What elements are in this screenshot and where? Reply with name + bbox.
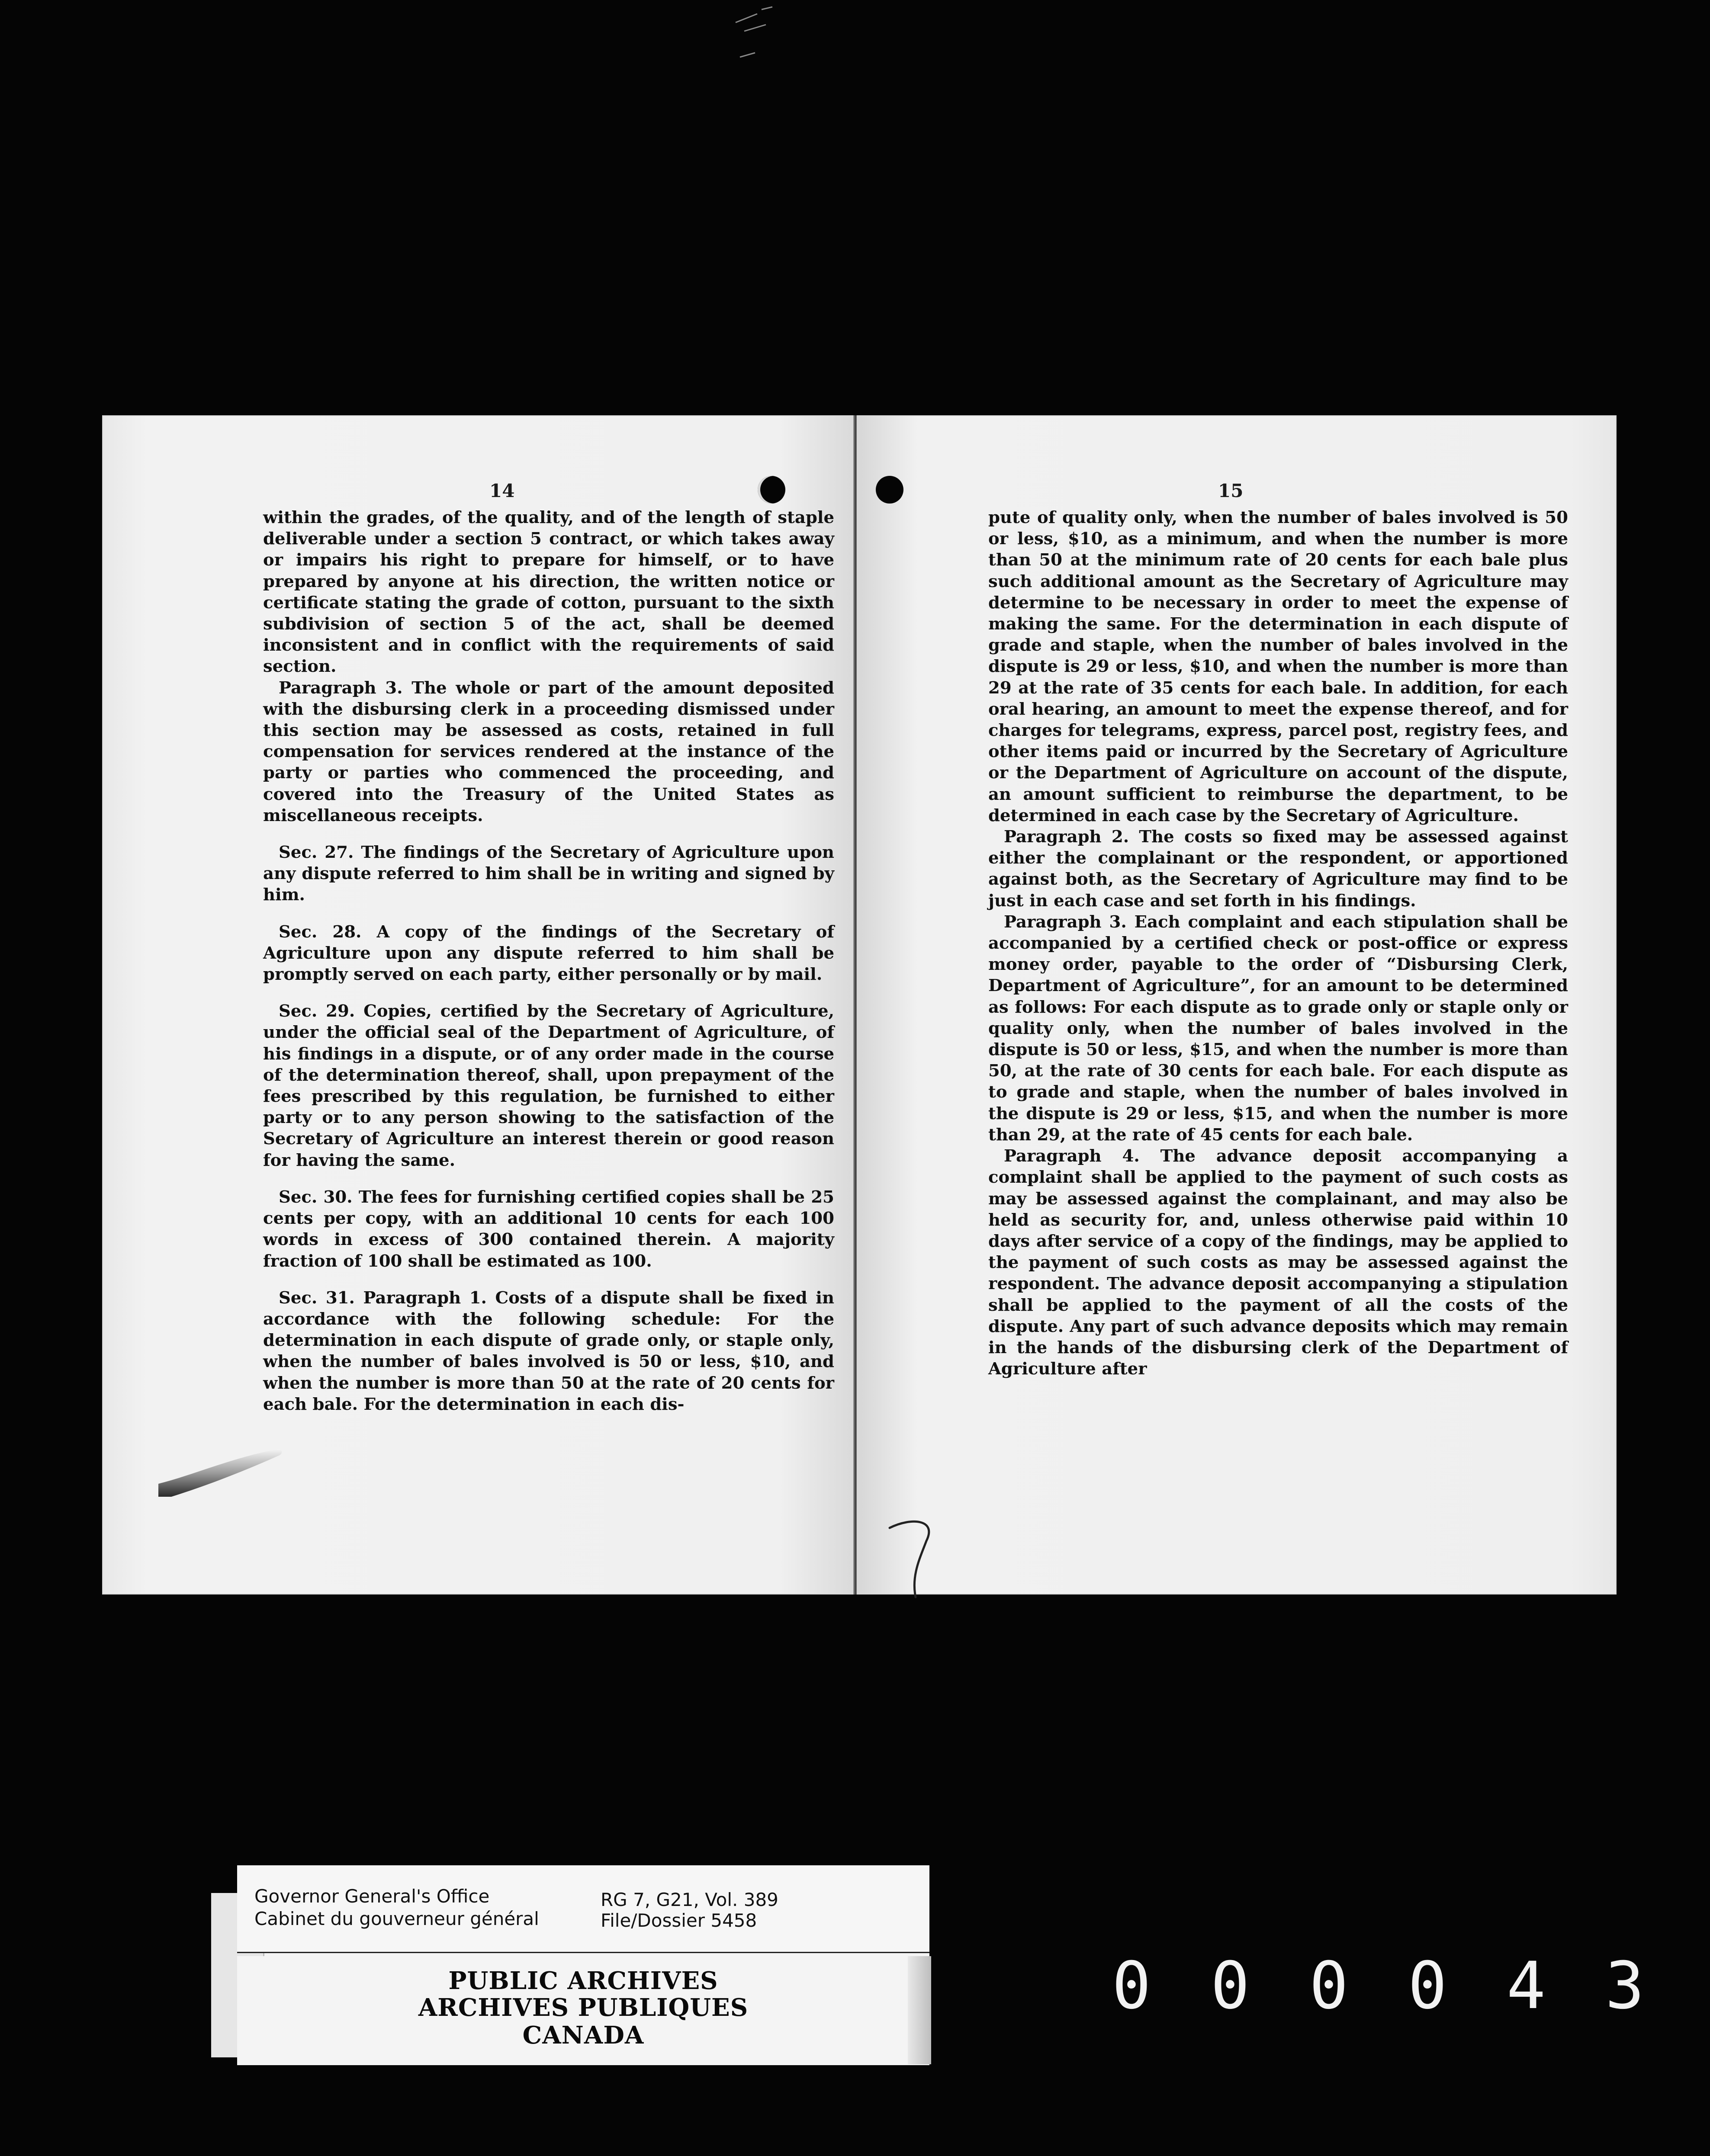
frame-digit: 3 — [1605, 1948, 1645, 2024]
frame-digit: 0 — [1408, 1948, 1447, 2024]
right-page — [857, 415, 1617, 1595]
left-page — [102, 415, 855, 1595]
frame-digit: 0 — [1112, 1948, 1151, 2024]
banner-line-french: ARCHIVES PUBLIQUES — [418, 1993, 749, 2022]
section-31: Sec. 31. Paragraph 1. Costs of a dispute shall be fixed in accordance with the following schedule: For the determination in each dispute of grade only, or staple only, when the number of bales involved is 50 or less, $10, and when the number is more than 50 at the rate of 20 cents for each bale. For the determination in each dis- — [263, 1288, 834, 1414]
archive-label-card — [237, 1865, 929, 2065]
paragraph: pute of quality only, when the number of bales involved is 50 or less, $10, as a minimum, and when the number is more than 50 at the minimum rate of 20 cents for each bale plus such additional amount as the Secretary of Agriculture may determine to be necessary in order to meet the expense of making the same. For the determination in each dispute of grade and staple, when the number of bales involved in the dispute is 29 or less, $10, and when the number is more than 29 at the rate of 35 cents for each bale. In addition, for each oral hearing, an amount to meet the expense thereof, and for charges for telegrams, express, parcel post, registry fees, and other items paid or incurred by the Secretary of Agriculture or the Department of Agriculture on account of the dispute, an amount sufficient to reimburse the department, to be determined in each case by the Secretary of Agriculture. — [988, 508, 1568, 825]
punch-hole — [876, 476, 903, 504]
section-28: Sec. 28. A copy of the findings of the Secretary of Agriculture upon any dispute referred to him shall be promptly served on each party, either personally or by mail. — [263, 922, 834, 985]
right-page-text — [988, 507, 1568, 1380]
paragraph: Paragraph 3. The whole or part of the amount deposited with the disbursing clerk in a proceeding dismissed under this section may be assessed as costs, retained in full compensation for services rendered at the instance of the party or parties who commenced the proceeding, and covered into the Treasury of the United States as miscellaneous receipts. — [263, 678, 834, 825]
frame-counter — [1108, 1948, 1649, 2024]
paragraph: within the grades, of the quality, and of the length of staple deliverable under a section 5 contract, or which takes away or impairs his right to prepare for himself, or to have prepared by anyone at his direction, the written notice or certificate stating the grade of cotton, pursuant to the sixth subdivision of section 5 of the act, shall be deemed inconsistent and in conflict with the requirements of said section. — [263, 508, 834, 677]
banner-line-country: CANADA — [522, 2021, 644, 2050]
frame-digit: 0 — [1309, 1948, 1349, 2024]
label-header — [237, 1865, 929, 1953]
frame-digit: 0 — [1210, 1948, 1250, 2024]
office-french: Cabinet du gouverneur général — [254, 1908, 539, 1929]
section-27: Sec. 27. The findings of the Secretary of Agriculture upon any dispute referred to him shall be in writing and signed by him. — [263, 843, 834, 905]
film-scratch-marks — [731, 5, 783, 79]
left-page-text — [263, 507, 834, 1415]
record-group-reference: RG 7, G21, Vol. 389 — [601, 1889, 778, 1910]
frame-digit: 4 — [1506, 1948, 1546, 2024]
open-booklet-spread — [102, 415, 1617, 1595]
label-edge — [908, 1956, 931, 2064]
handwritten-mark — [885, 1515, 946, 1601]
paragraph: Paragraph 4. The advance deposit accompanying a complaint shall be applied to the payment of such costs as may be assessed against the complainant, and may also be held as security for, and, unless otherwise paid within 10 days after service of a copy of the findings, may be applied to the payment of such costs as may be assessed against the respondent. The advance deposit accompanying a stipulation shall be applied to the payment of all the costs of the dispute. Any part of such advance deposits which may remain in the hands of the disbursing clerk of the Department of Agriculture after — [988, 1146, 1568, 1379]
file-reference: File/Dossier 5458 — [601, 1910, 757, 1931]
pointer-stylus-icon — [158, 1449, 284, 1497]
banner-line-english: PUBLIC ARCHIVES — [448, 1967, 718, 1995]
paragraph: Paragraph 2. The costs so fixed may be assessed against either the complainant or the respondent, or apportioned against both, as the Secretary of Agriculture may find to be just in each case and set forth in his findings. — [988, 827, 1568, 911]
page-number: 14 — [489, 480, 515, 501]
page-number: 15 — [1218, 480, 1244, 501]
office-english: Governor General's Office — [254, 1886, 490, 1907]
section-29: Sec. 29. Copies, certified by the Secretary of Agriculture, under the official seal of the Department of Agriculture, of his findings in a dispute, or of any order made in the course of the determination thereof, shall, upon prepayment of the fees prescribed by this regulation, be furnished to either party or to any person showing to the satisfaction of the Secretary of Agriculture an interest therein or good reason for having the same. — [263, 1001, 834, 1170]
paragraph: Paragraph 3. Each complaint and each stipulation shall be accompanied by a certified check or post-office or express money order, payable to the order of “Disbursing Clerk, Department of Agriculture”, for an amount to be determined as follows: For each dispute as to grade only or staple only or quality only, when the number of bales involved in the dispute is 50 or less, $15, and when the number is more than 50, at the rate of 30 cents for each bale. For each dispute as to grade and staple, when the number of bales involved in the dispute is 29 or less, $15, and when the number is more than 29, at the rate of 45 cents for each bale. — [988, 912, 1568, 1145]
punch-hole — [758, 476, 785, 504]
section-30: Sec. 30. The fees for furnishing certified copies shall be 25 cents per copy, with an additional 10 cents for each 100 words in excess of 300 contained therein. A majority fraction of 100 shall be estimated as 100. — [263, 1187, 834, 1271]
